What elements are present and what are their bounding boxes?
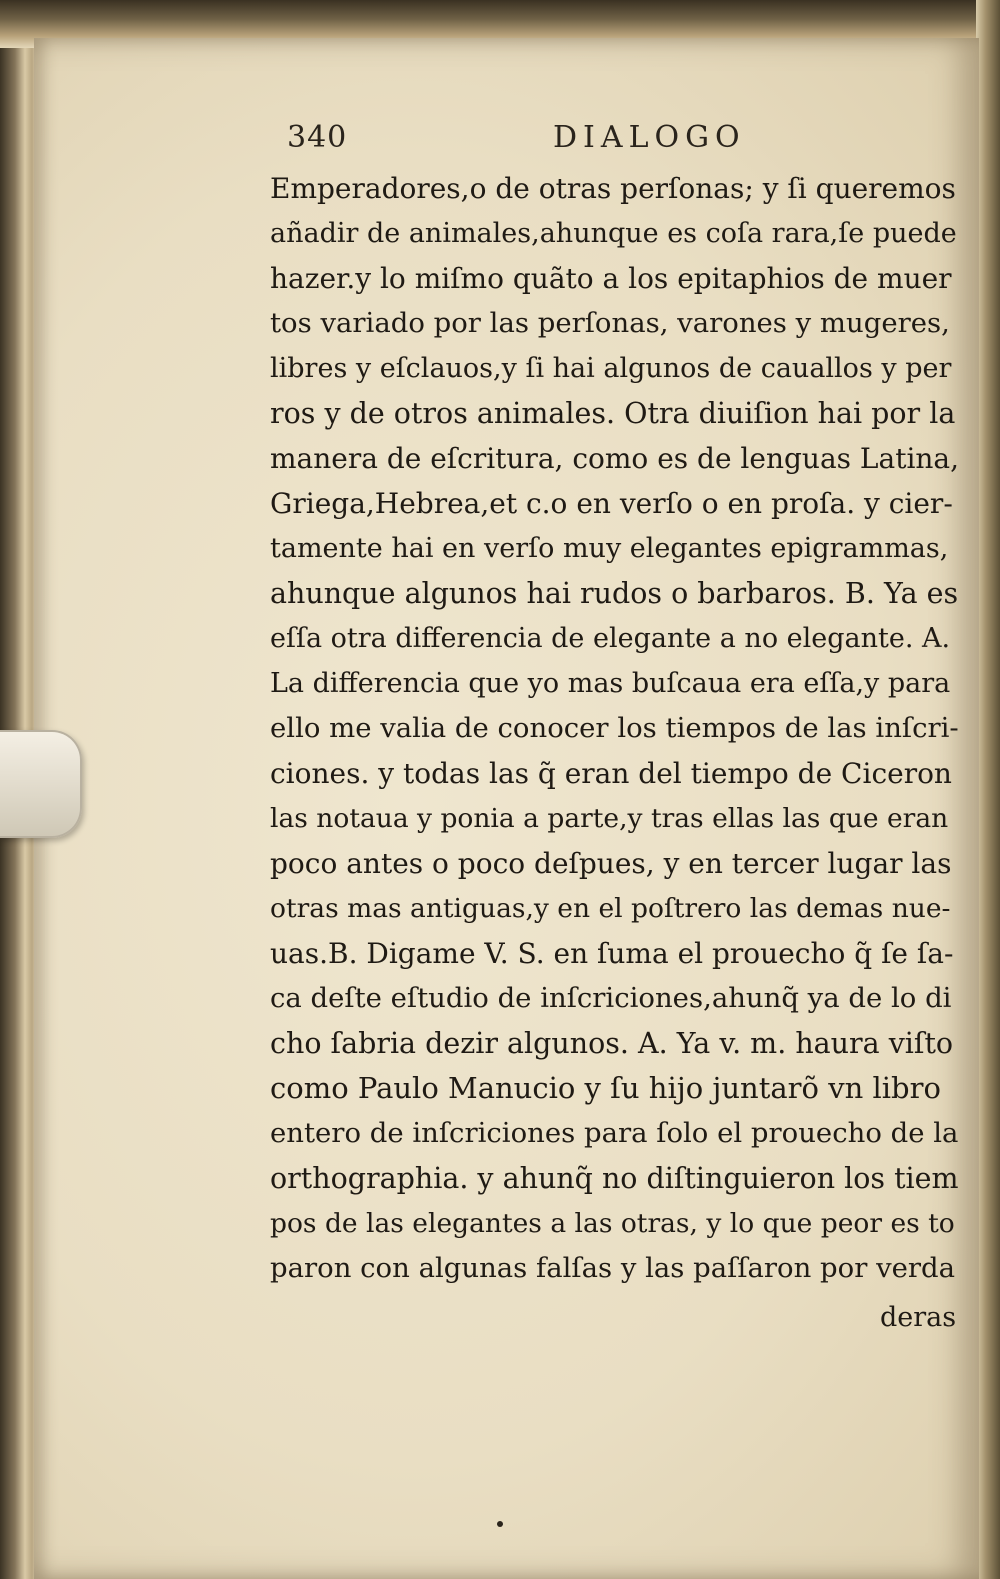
text-line: entero de inſcriciones para ſolo el prouecho de la [270,1117,959,1149]
text-line: ahunque algunos hai rudos o barbaros. B. Ya es [270,577,959,610]
book-gutter-shadow [976,0,1000,1579]
text-line: como Paulo Manucio y ſu hijo juntarõ vn libro [270,1071,941,1105]
text-line: manera de eſcritura, como es de lenguas Latina, [270,442,960,475]
body-text [270,166,960,1291]
text-line: tamente hai en verſo muy elegantes epigrammas, [270,533,949,564]
text-line: eſſa otra differencia de elegante a no elegante. A. [270,623,951,654]
text-line: tos variado por las perſonas, varones y mugeres, [270,307,950,339]
catchword: deras [880,1302,957,1333]
text-line: La differencia que yo mas buſcaua era eſſa,y para [270,668,951,699]
page-header [0,120,1000,164]
page-clip [0,730,82,838]
text-line: poco antes o poco deſpues, y en tercer lugar las [270,847,952,880]
text-line: ca deſte eſtudio de inſcriciones,ahunq̃ ya de lo di [270,982,952,1014]
text-line: pos de las elegantes a las otras, y lo que peor es to [270,1208,955,1239]
text-line: añadir de animales,ahunque es coſa rara,ſe puede [270,218,957,249]
text-line: las notaua y ponia a parte,y tras ellas las que eran [270,803,949,834]
text-line: cho ſabria dezir algunos. A. Ya v. m. haura viſto [270,1027,954,1060]
text-line: ello me valia de conocer los tiempos de las inſcri- [270,712,959,744]
running-title: DIALOGO [553,120,746,155]
text-line: paron con algunas falſas y las paſſaron por verda [270,1252,956,1284]
text-line: uas.B. Digame V. S. en ſuma el prouecho q̃ ſe ſa- [270,937,954,970]
text-line: hazer.y lo miſmo quãto a los epitaphios de muer [270,262,952,295]
page-number: 340 [287,120,348,155]
text-line: otras mas antiguas,y en el poſtrero las demas nue- [270,893,951,924]
text-line: libres y eſclauos,y ſi hai algunos de cauallos y per [270,353,952,384]
text-line: ros y de otros animales. Otra diuiſion hai por la [270,397,956,430]
text-line: orthographia. y ahunq̃ no diſtinguieron los tiem [270,1162,959,1195]
text-line: Emperadores,o de otras perſonas; y ſi queremos [270,172,956,205]
text-line: Griega,Hebrea,et c.o en verſo o en proſa. y cier- [270,487,953,520]
ink-dot [497,1521,503,1527]
text-line: ciones. y todas las q̃ eran del tiempo de Ciceron [270,757,952,790]
